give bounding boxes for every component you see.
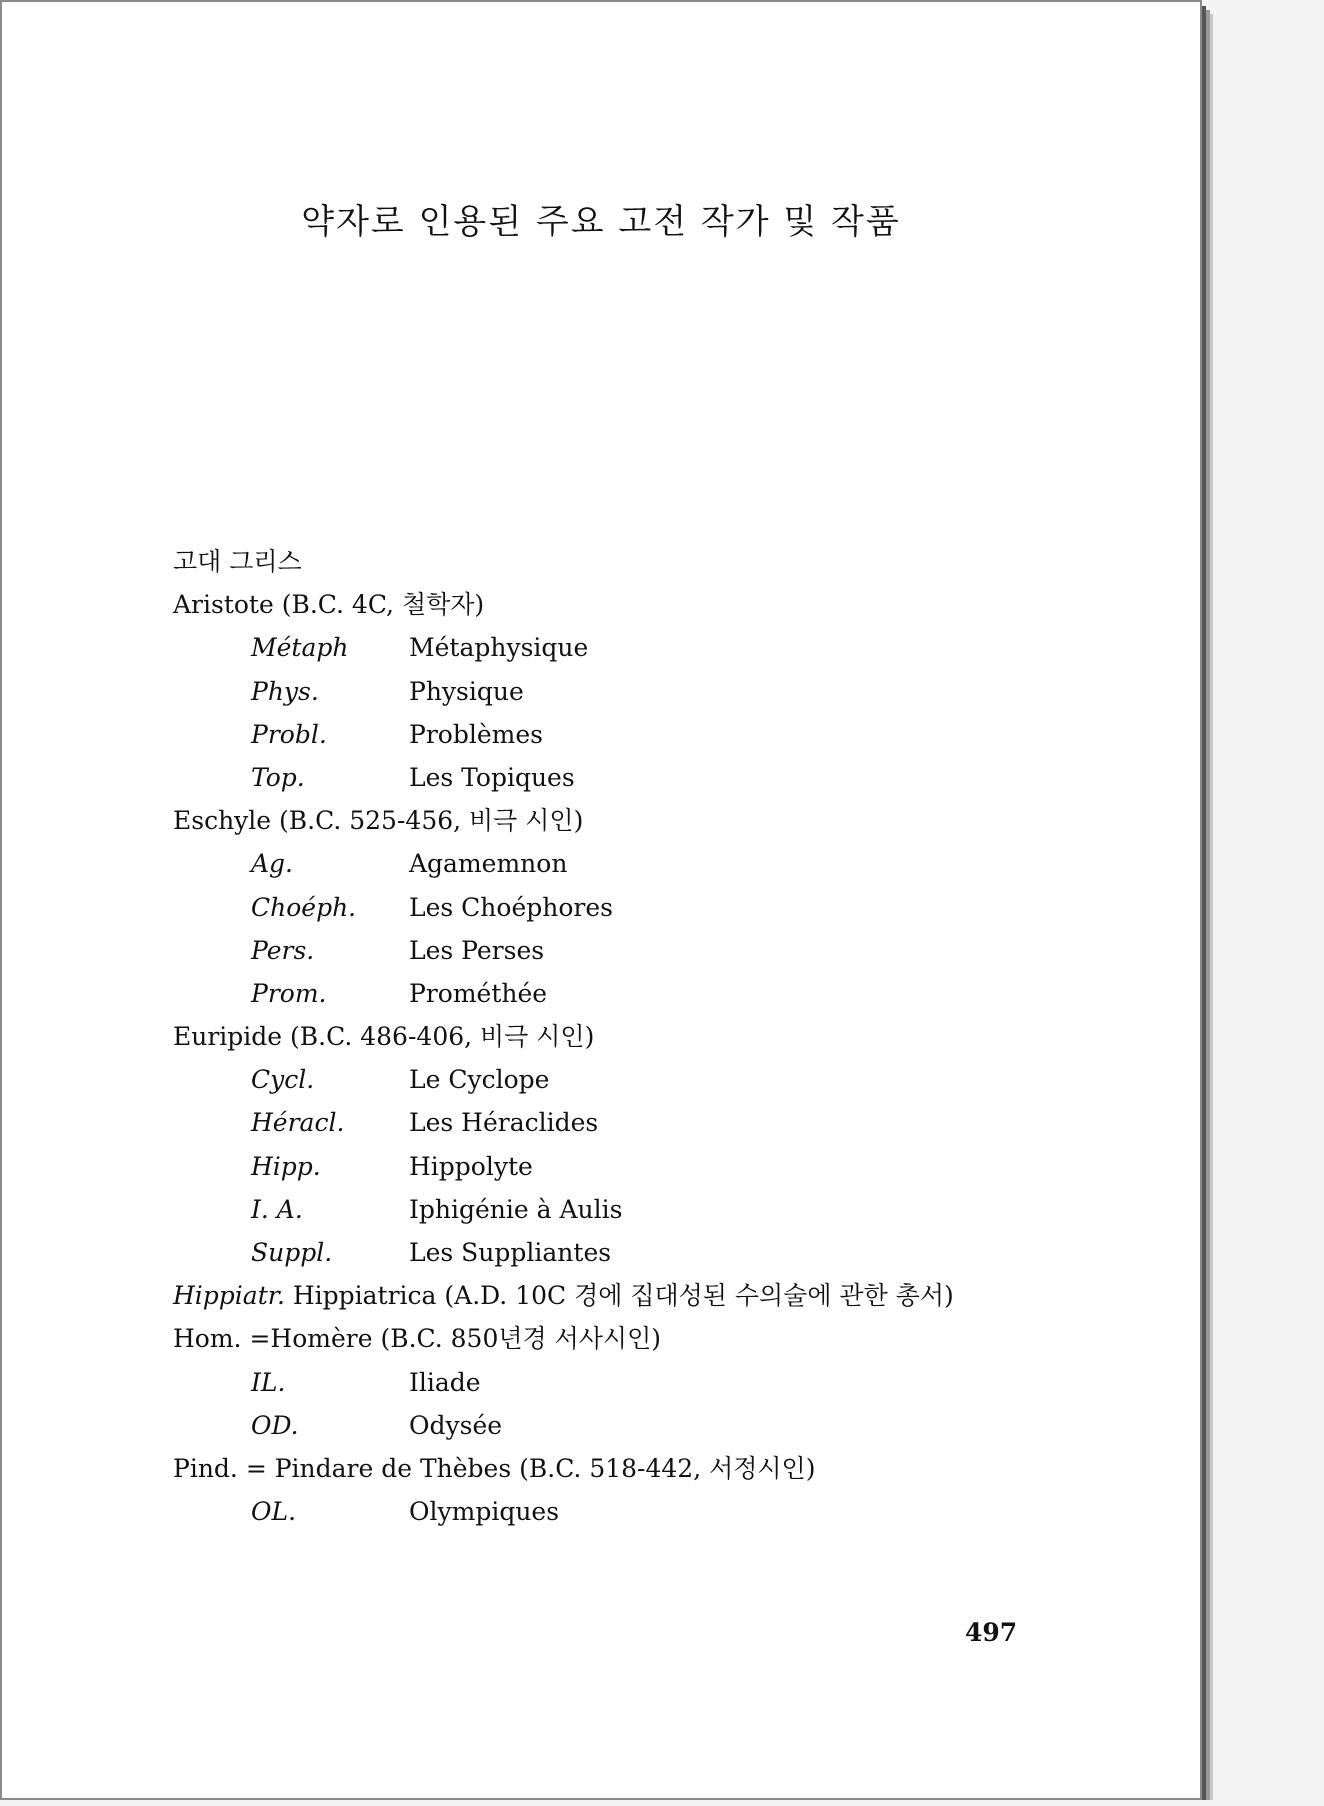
work-row [173,713,1073,756]
work-title: Métaphysique [409,633,589,663]
work-row [173,1231,1073,1274]
work-abbr: OL. [251,1497,297,1527]
work-title: Physique [409,676,524,706]
work-title: Olympiques [409,1497,560,1527]
work-title: Les Suppliantes [409,1238,612,1267]
work-row [173,756,1073,799]
work-abbr: Métaph [251,633,349,663]
work-title: Les Perses [409,935,545,965]
work-title: Le Cyclope [409,1065,550,1095]
work-abbr: Ag. [251,849,294,879]
work-abbr: OD. [251,1410,299,1440]
work-row [173,842,1073,885]
work-row [173,1188,1073,1231]
work-row [173,972,1073,1015]
work-abbr: Phys. [251,676,319,706]
author-entry [173,1274,1073,1317]
work-title: Iphigénie à Aulis [409,1194,623,1224]
work-abbr: Suppl. [251,1238,333,1267]
work-row [173,1490,1073,1533]
hippiatr-abbr: Hippiatr. [173,1281,285,1311]
section-heading: 고대 그리스 [173,547,302,576]
work-title: Prométhée [409,978,548,1008]
work-abbr: Héracl. [251,1108,345,1138]
abbreviation-list [173,540,1073,1533]
work-abbr: Cycl. [251,1065,315,1095]
work-abbr: Prom. [251,978,327,1008]
work-row [173,626,1073,669]
work-abbr: Probl. [251,719,327,749]
page-number: 497 [965,1618,1018,1647]
work-row [173,670,1073,713]
work-abbr: Pers. [251,935,315,965]
work-abbr: IL. [251,1367,286,1397]
work-row [173,1101,1073,1144]
work-row [173,1058,1073,1101]
work-row [173,1404,1073,1447]
work-abbr: Top. [251,762,305,792]
work-title: Iliade [409,1367,481,1397]
work-title: Les Choéphores [409,892,613,922]
work-abbr: Choéph. [251,892,357,922]
author-entry: Eschyle (B.C. 525-456, 비극 시인) [173,806,584,836]
work-abbr: Hipp. [251,1151,321,1181]
work-title: Odysée [409,1410,503,1440]
work-title: Problèmes [409,719,543,749]
page-title: 약자로 인용된 주요 고전 작가 및 작품 [301,202,901,242]
work-title: Les Héraclides [409,1108,599,1138]
work-row [173,886,1073,929]
work-row [173,929,1073,972]
author-entry: Hom. =Homère (B.C. 850년경 서사시인) [173,1324,661,1354]
work-row [173,1145,1073,1188]
author-entry: Aristote (B.C. 4C, 철학자) [173,590,485,620]
author-entry: Pind. = Pindare de Thèbes (B.C. 518-442, 서정시인) [173,1453,816,1483]
work-title: Hippolyte [409,1151,533,1181]
hippiatr-desc: Hippiatrica (A.D. 10C 경에 집대성된 수의술에 관한 총서) [284,1281,954,1311]
work-abbr: I. A. [251,1194,303,1224]
work-title: Agamemnon [409,849,568,879]
work-title: Les Topiques [409,762,575,792]
author-entry: Euripide (B.C. 486-406, 비극 시인) [173,1022,595,1052]
page-edge [1210,14,1213,1800]
work-row [173,1361,1073,1404]
